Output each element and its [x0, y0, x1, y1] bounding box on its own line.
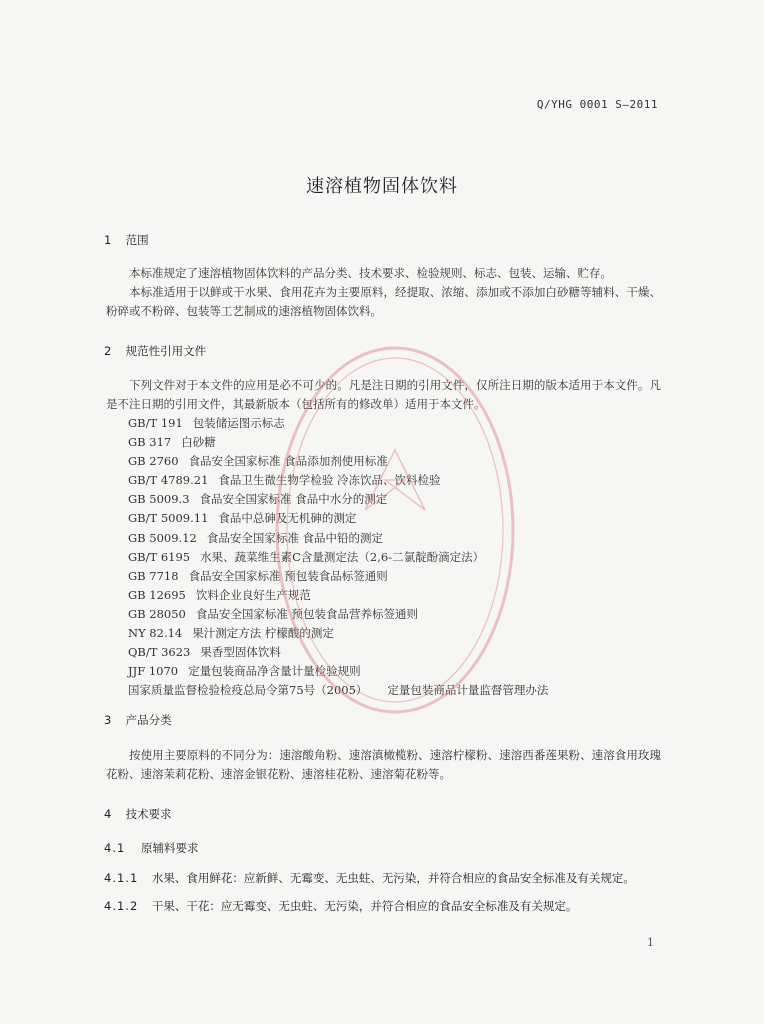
section-number: 2 — [104, 344, 112, 358]
reference-name: 食品中总砷及无机砷的测定 — [218, 511, 357, 526]
reference-name: 食品安全国家标准 食品中水分的测定 — [199, 492, 388, 507]
section-3-heading — [104, 712, 172, 728]
reference-name: 果香型固体饮料 — [200, 645, 281, 660]
document-code: Q/YHG 0001 S—2011 — [536, 98, 658, 111]
reference-item — [128, 586, 548, 605]
reference-code: GB/T 191 — [128, 416, 183, 430]
reference-item — [128, 681, 548, 700]
section-4-heading — [104, 806, 172, 822]
reference-name: 定量包装商品净含量计量检验规则 — [188, 664, 361, 679]
reference-item — [128, 529, 548, 548]
reference-code: 国家质量监督检验检疫总局令第75号（2005） — [128, 683, 368, 698]
reference-name: 果汁测定方法 柠檬酸的测定 — [192, 626, 334, 641]
reference-code: GB 2760 — [128, 454, 179, 469]
subsection-title: 原辅料要求 — [140, 841, 199, 855]
reference-code: QB/T 3623 — [128, 645, 191, 660]
reference-item — [128, 548, 548, 567]
reference-list — [128, 414, 548, 700]
reference-item — [128, 662, 548, 681]
reference-name: 定量包装商品计量监督管理办法 — [387, 683, 549, 698]
requirement-number: 4.1.2 — [104, 899, 139, 913]
requirement-text: 水果、食用鲜花：应新鲜、无霉变、无虫蛀、无污染，并符合相应的食品安全标准及有关规定。 — [151, 871, 635, 885]
reference-name: 白砂糖 — [181, 435, 216, 450]
reference-item — [128, 452, 548, 471]
document-title: 速溶植物固体饮料 — [306, 176, 458, 197]
section-number: 4 — [104, 807, 112, 821]
reference-item — [128, 605, 548, 624]
requirement-4-1-2 — [104, 898, 577, 914]
subsection-number: 4.1 — [104, 841, 126, 855]
reference-name: 食品安全国家标准 预包装食品营养标签通则 — [195, 606, 419, 621]
section-1-heading — [104, 232, 149, 248]
reference-code: GB 12695 — [128, 587, 186, 602]
reference-code: NY 82.14 — [128, 626, 183, 641]
reference-item — [128, 624, 548, 643]
reference-code: GB/T 4789.21 — [128, 473, 209, 488]
reference-code: GB/T 5009.11 — [128, 511, 209, 526]
reference-code: GB/T 6195 — [128, 549, 191, 564]
reference-name: 食品卫生微生物学检验 冷冻饮品、饮料检验 — [218, 473, 441, 488]
reference-item — [128, 509, 548, 528]
reference-code: GB 28050 — [128, 606, 186, 621]
scope-paragraph-2: 本标准适用于以鲜或干水果、食用花卉为主要原料，经提取、浓缩、添加或不添加白砂糖等辅料、干燥、粉碎或不粉碎、包装等工艺制成的速溶植物固体饮料。 — [106, 285, 661, 318]
page-number: 1 — [647, 936, 654, 949]
reference-name: 饮料企业良好生产规范 — [195, 587, 311, 602]
reference-item — [128, 643, 548, 662]
section-title: 范围 — [125, 233, 149, 247]
reference-name: 包装储运图示标志 — [192, 416, 285, 430]
section-title: 规范性引用文件 — [125, 344, 207, 358]
reference-item — [128, 414, 548, 433]
subsection-4-1-heading — [104, 840, 198, 856]
references-intro: 下列文件对于本文件的应用是必不可少的。凡是注日期的引用文件，仅所注日期的版本适用于本文件。凡是不注日期的引用文件，其最新版本（包括所有的修改单）适用于本文件。 — [106, 378, 661, 411]
reference-name: 水果、蔬菜维生素C含量测定法（2,6-二氯靛酚滴定法） — [200, 549, 485, 564]
reference-code: GB 7718 — [128, 568, 179, 583]
scope-paragraph-1: 本标准规定了速溶植物固体饮料的产品分类、技术要求、检验规则、标志、包装、运输、贮存。 — [129, 266, 612, 280]
reference-name: 食品安全国家标准 预包装食品标签通则 — [188, 568, 388, 583]
reference-name: 食品安全国家标准 食品添加剂使用标准 — [188, 454, 388, 469]
requirement-number: 4.1.1 — [104, 871, 139, 885]
section-2-heading — [104, 343, 206, 359]
reference-code: GB 317 — [128, 435, 172, 450]
reference-code: JJF 1070 — [128, 664, 179, 679]
reference-item — [128, 490, 548, 509]
section-title: 技术要求 — [125, 807, 172, 821]
requirement-text: 干果、干花：应无霉变、无虫蛀、无污染，并符合相应的食品安全标准及有关规定。 — [151, 899, 578, 913]
reference-name: 食品安全国家标准 食品中铅的测定 — [206, 530, 384, 545]
reference-item — [128, 567, 548, 586]
reference-item — [128, 471, 548, 490]
requirement-4-1-1 — [104, 870, 635, 886]
reference-item — [128, 433, 548, 452]
reference-code: GB 5009.12 — [128, 530, 197, 545]
section-number: 3 — [104, 713, 112, 727]
classification-paragraph: 按使用主要原料的不同分为：速溶酸角粉、速溶滇橄榄粉、速溶柠檬粉、速溶西番莲果粉、速溶食用玫瑰花粉、速溶茉莉花粉、速溶金银花粉、速溶桂花粉、速溶菊花粉等。 — [106, 748, 661, 781]
section-title: 产品分类 — [125, 713, 172, 727]
section-number: 1 — [104, 233, 112, 247]
reference-code: GB 5009.3 — [128, 492, 190, 507]
